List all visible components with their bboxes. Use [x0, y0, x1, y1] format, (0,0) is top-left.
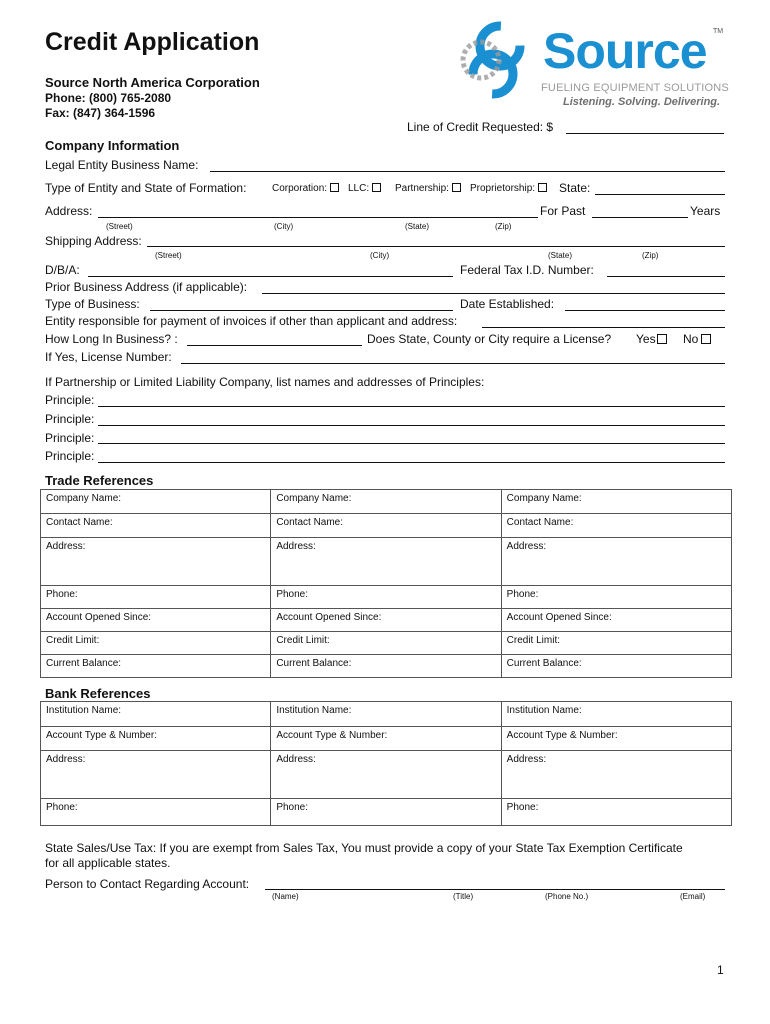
state-field[interactable]: [595, 194, 725, 195]
bank-cell[interactable]: Account Type & Number:: [41, 727, 271, 751]
how-long-label: How Long In Business? :: [45, 332, 178, 346]
tax-note-line-1: State Sales/Use Tax: If you are exempt from Sales Tax, You must provide a copy of your State Tax Exemption Certificate: [45, 841, 683, 855]
trade-cell[interactable]: Current Balance:: [501, 655, 731, 678]
years-label: Years: [690, 204, 721, 218]
trade-cell[interactable]: Contact Name:: [501, 514, 731, 538]
bank-cell[interactable]: Phone:: [271, 799, 501, 826]
trade-cell[interactable]: Contact Name:: [271, 514, 501, 538]
bank-row-institution: [41, 702, 732, 727]
bank-references-table: [40, 701, 732, 826]
page-title: Credit Application: [45, 28, 260, 56]
trade-cell[interactable]: Address:: [501, 538, 731, 586]
bank-cell[interactable]: Phone:: [501, 799, 731, 826]
contact-email-sub: (Email): [680, 892, 706, 901]
state-label: State:: [559, 181, 591, 195]
company-name: Source North America Corporation: [45, 75, 260, 90]
logo-brand: Source: [543, 23, 707, 79]
shipping-city-sub: (City): [370, 251, 390, 260]
license-yes-checkbox[interactable]: [657, 334, 667, 344]
trade-row-contact: [41, 514, 732, 538]
contact-person-field[interactable]: [265, 889, 725, 890]
federal-tax-field[interactable]: [607, 276, 725, 277]
trade-row-phone: [41, 586, 732, 609]
trade-cell[interactable]: Company Name:: [271, 490, 501, 514]
page-number: 1: [717, 963, 724, 977]
principle-2-label: Principle:: [45, 412, 95, 426]
llc-label: LLC:: [348, 183, 370, 194]
bank-cell[interactable]: Address:: [501, 751, 731, 799]
company-fax: Fax: (847) 364-1596: [45, 106, 156, 120]
trade-cell[interactable]: Current Balance:: [271, 655, 501, 678]
for-past-label: For Past: [540, 204, 586, 218]
license-no-option[interactable]: [683, 332, 711, 346]
bank-row-account: [41, 727, 732, 751]
date-established-label: Date Established:: [460, 297, 555, 311]
contact-phone-sub: (Phone No.): [545, 892, 589, 901]
dba-field[interactable]: [88, 276, 453, 277]
federal-tax-label: Federal Tax I.D. Number:: [460, 263, 594, 277]
address-street-sub: (Street): [106, 222, 133, 231]
trade-references-table: [40, 489, 732, 678]
line-of-credit-label: Line of Credit Requested: $: [407, 120, 554, 134]
shipping-label: Shipping Address:: [45, 234, 142, 248]
proprietorship-option[interactable]: [470, 183, 547, 194]
bank-row-address: [41, 751, 732, 799]
company-info-heading: Company Information: [45, 138, 180, 153]
principle-2-field[interactable]: [98, 425, 725, 426]
trade-cell[interactable]: Current Balance:: [41, 655, 271, 678]
trade-cell[interactable]: Credit Limit:: [271, 632, 501, 655]
shipping-field[interactable]: [147, 246, 725, 247]
proprietorship-checkbox[interactable]: [538, 183, 547, 192]
bank-cell[interactable]: Phone:: [41, 799, 271, 826]
company-phone: Phone: (800) 765-2080: [45, 91, 172, 105]
tax-note-line-2: for all applicable states.: [45, 856, 171, 870]
trade-row-address: [41, 538, 732, 586]
bank-cell[interactable]: Account Type & Number:: [501, 727, 731, 751]
trade-cell[interactable]: Phone:: [501, 586, 731, 609]
prior-address-field[interactable]: [262, 293, 725, 294]
logo-tagline: Listening. Solving. Delivering.: [563, 96, 721, 108]
bank-cell[interactable]: Institution Name:: [271, 702, 501, 727]
logo-subtitle: FUELING EQUIPMENT SOLUTIONS: [541, 82, 729, 94]
logo-tm: TM: [713, 28, 724, 35]
contact-title-sub: (Title): [453, 892, 474, 901]
trade-cell[interactable]: Phone:: [41, 586, 271, 609]
bank-cell[interactable]: Address:: [271, 751, 501, 799]
corporation-checkbox[interactable]: [330, 183, 339, 192]
bank-cell[interactable]: Institution Name:: [501, 702, 731, 727]
license-yes-label: Yes: [636, 332, 656, 346]
corporation-option[interactable]: [272, 183, 339, 194]
type-business-field[interactable]: [150, 310, 453, 311]
trade-cell[interactable]: Account Opened Since:: [41, 609, 271, 632]
prior-address-label: Prior Business Address (if applicable):: [45, 280, 248, 294]
license-no-checkbox[interactable]: [701, 334, 711, 344]
contact-name-sub: (Name): [272, 892, 299, 901]
address-zip-sub: (Zip): [495, 222, 512, 231]
principles-intro: If Partnership or Limited Liability Company, list names and addresses of Principles:: [45, 375, 485, 389]
entity-responsible-label: Entity responsible for payment of invoices if other than applicant and address:: [45, 314, 458, 328]
license-number-field[interactable]: [181, 363, 725, 364]
trade-cell[interactable]: Address:: [41, 538, 271, 586]
license-no-label: No: [683, 332, 699, 346]
trade-cell[interactable]: Company Name:: [41, 490, 271, 514]
contact-person-label: Person to Contact Regarding Account:: [45, 877, 250, 891]
principle-3-field[interactable]: [98, 443, 725, 444]
trade-row-credit-limit: [41, 632, 732, 655]
bank-cell[interactable]: Address:: [41, 751, 271, 799]
partnership-label: Partnership:: [395, 183, 449, 194]
bank-cell[interactable]: Account Type & Number:: [271, 727, 501, 751]
trade-cell[interactable]: Contact Name:: [41, 514, 271, 538]
legal-name-field[interactable]: [210, 171, 725, 172]
trade-references-heading: Trade References: [45, 473, 154, 488]
principle-1-label: Principle:: [45, 393, 95, 407]
years-field[interactable]: [592, 217, 688, 218]
date-established-field[interactable]: [565, 310, 725, 311]
shipping-state-sub: (State): [548, 251, 573, 260]
principle-4-field[interactable]: [98, 462, 725, 463]
source-logo: [455, 14, 730, 114]
address-label: Address:: [45, 204, 93, 218]
license-question: Does State, County or City require a License?: [367, 332, 612, 346]
license-yes-option[interactable]: [636, 332, 667, 346]
dba-label: D/B/A:: [45, 263, 80, 277]
trade-row-opened: [41, 609, 732, 632]
bank-cell[interactable]: Institution Name:: [41, 702, 271, 727]
legal-name-label: Legal Entity Business Name:: [45, 158, 199, 172]
source-logo-icon: [455, 18, 545, 108]
how-long-field[interactable]: [187, 345, 362, 346]
principle-3-label: Principle:: [45, 431, 95, 445]
trade-row-company: [41, 490, 732, 514]
line-of-credit-field[interactable]: [566, 133, 724, 134]
proprietorship-label: Proprietorship:: [470, 183, 536, 194]
trade-cell[interactable]: Phone:: [271, 586, 501, 609]
trade-cell[interactable]: Company Name:: [501, 490, 731, 514]
trade-row-balance: [41, 655, 732, 678]
bank-row-phone: [41, 799, 732, 826]
principle-1-field[interactable]: [98, 406, 725, 407]
trade-cell[interactable]: Credit Limit:: [501, 632, 731, 655]
corporation-label: Corporation:: [272, 183, 328, 194]
entity-type-label: Type of Entity and State of Formation:: [45, 181, 247, 195]
partnership-option[interactable]: [395, 183, 461, 194]
license-number-label: If Yes, License Number:: [45, 350, 172, 364]
llc-checkbox[interactable]: [372, 183, 381, 192]
address-city-sub: (City): [274, 222, 294, 231]
partnership-checkbox[interactable]: [452, 183, 461, 192]
address-field[interactable]: [98, 217, 538, 218]
entity-responsible-field[interactable]: [482, 327, 725, 328]
address-state-sub: (State): [405, 222, 430, 231]
bank-references-heading: Bank References: [45, 686, 151, 701]
llc-option[interactable]: [348, 183, 381, 194]
shipping-zip-sub: (Zip): [642, 251, 659, 260]
principle-4-label: Principle:: [45, 449, 95, 463]
trade-cell[interactable]: Account Opened Since:: [501, 609, 731, 632]
shipping-street-sub: (Street): [155, 251, 182, 260]
type-business-label: Type of Business:: [45, 297, 140, 311]
trade-cell[interactable]: Account Opened Since:: [271, 609, 501, 632]
trade-cell[interactable]: Credit Limit:: [41, 632, 271, 655]
trade-cell[interactable]: Address:: [271, 538, 501, 586]
